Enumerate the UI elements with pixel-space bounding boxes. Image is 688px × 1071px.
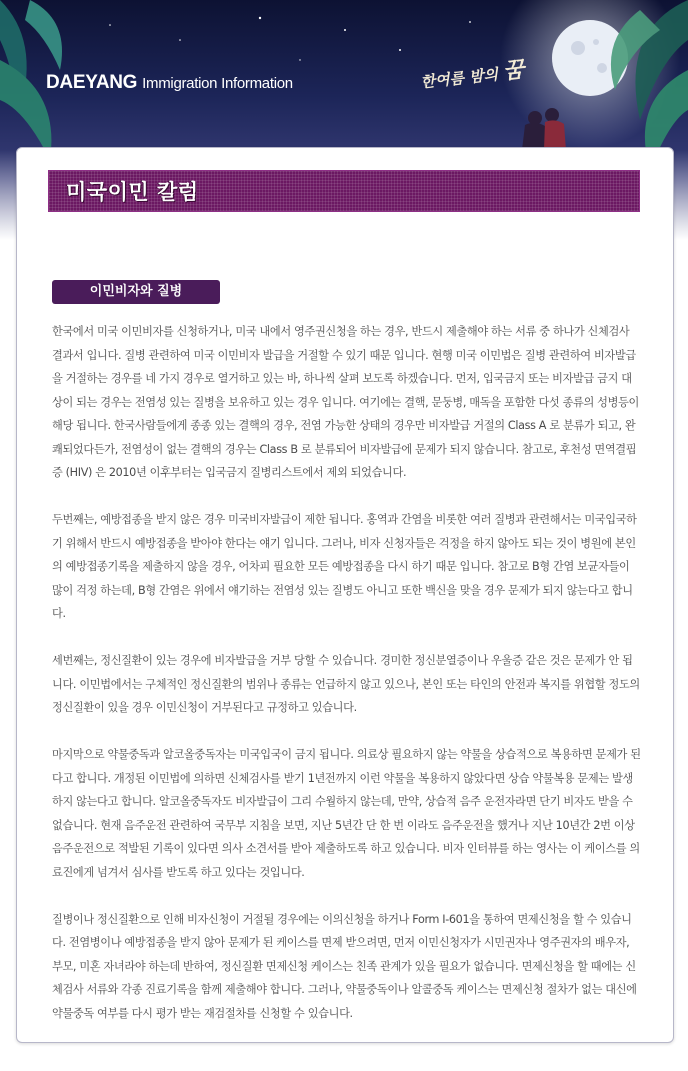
- paragraph-1: 한국에서 미국 이민비자를 신청하거나, 미국 내에서 영주권신청을 하는 경우, 반드시 제출해야 하는 서류 중 하나가 신체검사 결과서 입니다. 질병 관련하여 미국 이민비자 발급을 거절할 수 있기 때문 입니다. 현행 미국 이민법은 질병 관련하여 비자발급을 거절하는 경우를 네 가지 경우로 열거하고 있는 바, 하나씩 살펴 보도록 하겠습니다. 먼저, 입국금지 또는 비자발급 금지 대상이 되는 경우는 전염성 있는 질병을 보유하고 있는 경우 입니다. 여기에는 결핵, 문둥병, 매독을 포함한 다섯 종류의 성병등이 해당 됩니다. 한국사람들에게 종종 있는 결핵의 경우, 전염 가능한 상태의 경우만 비자발급 거절의 Class A 로 분류가 되고, 완쾌되었다든가, 전염성이 없는 결핵의 경우는 Class B 로 분류되어 비자발급에 문제가 되지 않습니다. 참고로, 후천성 면역결핍증 (HIV) 은 2010년 이후부터는 입국금지 질병리스트에서 제외 되었습니다.: [52, 325, 639, 479]
- paragraph-2: 두번째는, 예방접종을 받지 않은 경우 미국비자발급이 제한 됩니다. 홍역과 간염을 비롯한 여러 질병과 관련해서는 미국입국하기 위해서 반드시 예방접종을 받아야 한다는 얘기 입니다. 그러나, 비자 신청자들은 걱정을 하지 않아도 되는 것이 병원에 본인의 예방접종기록을 제출하지 않을 경우, 어차피 필요한 모든 예방접종을 다시 하기 때문 입니다. 참고로 B형 간염 보균자들이 많이 걱정 하는데, B형 간염은 위에서 얘기하는 전염성 있는 질병도 아니고 또한 백신을 맞을 경우 문제가 되지 않는다고 합니다.: [52, 513, 637, 620]
- article-body: [52, 320, 642, 1049]
- brand-logo-text: [46, 72, 293, 94]
- calligraphy-part-a: 한여름 밤의: [419, 65, 499, 92]
- calligraphy-part-b: 꿈: [501, 56, 526, 85]
- paragraph-4: 마지막으로 약물중독과 알코올중독자는 미국입국이 금지 됩니다. 의료상 필요하지 않는 약물을 상습적으로 복용하면 문제가 된다고 합니다. 개정된 이민법에 의하면 신체검사를 받기 1년전까지 이런 약물을 복용하지 않았다면 상습 약물복용 문제는 발생하지 않는다고 합니다. 알코올중독자도 비자발급이 그리 수월하지 않는데, 만약, 상습적 음주 운전자라면 단기 비자도 받을 수 없습니다. 현재 음주운전 관련하여 국무부 지침을 보면, 지난 5년간 단 한 번 이라도 음주운전을 했거나 지난 10년간 2번 이상 음주운전으로 적발된 기록이 있다면 의사 소견서를 받아 제출하도록 하고 있습니다. 비자 인터뷰를 하는 영사는 이 케이스를 의료진에게 넘겨서 심사를 받도록 하고 있다는 것입니다.: [52, 748, 641, 879]
- paragraph-5: 질병이나 정신질환으로 인해 비자신청이 거절될 경우에는 이의신청을 하거나 Form I-601을 통하여 면제신청을 할 수 있습니다. 전염병이나 예방접종을 받지 않아 문제가 된 케이스를 면제 받으려면, 먼저 이민신청자가 시민권자나 영주권자의 배우자, 부모, 미혼 자녀라야 하는데 반하여, 정신질환 면제신청 케이스는 친족 관계가 있을 필요가 없습니다. 면제신청을 할 때에는 신체검사 서류와 각종 진료기록을 함께 제출해야 합니다. 그러나, 약물중독이나 알콜중독 케이스는 면제신청 절차가 없는 대신에 약물중독 여부를 다시 평가 받는 재검절차를 신청할 수 있습니다.: [52, 912, 637, 1020]
- brand-main: DAEYANG: [46, 72, 138, 93]
- paragraph-3: 세번째는, 정신질환이 있는 경우에 비자발급을 거부 당할 수 있습니다. 경미한 정신분열증이나 우울증 같은 것은 문제가 안 됩니다. 이민법에서는 구체적인 정신질환의 범위나 종류는 언급하지 않고 있으나, 본인 또는 타인의 안전과 복지를 위협할 정도의 정신질환이 있을 경우 이민신청이 거부된다고 규정하고 있습니다.: [52, 654, 640, 714]
- page-title: 미국이민 칼럼: [66, 180, 199, 204]
- section-heading: 이민비자와 질병: [52, 280, 220, 304]
- brand-sub: Immigration Information: [142, 75, 293, 92]
